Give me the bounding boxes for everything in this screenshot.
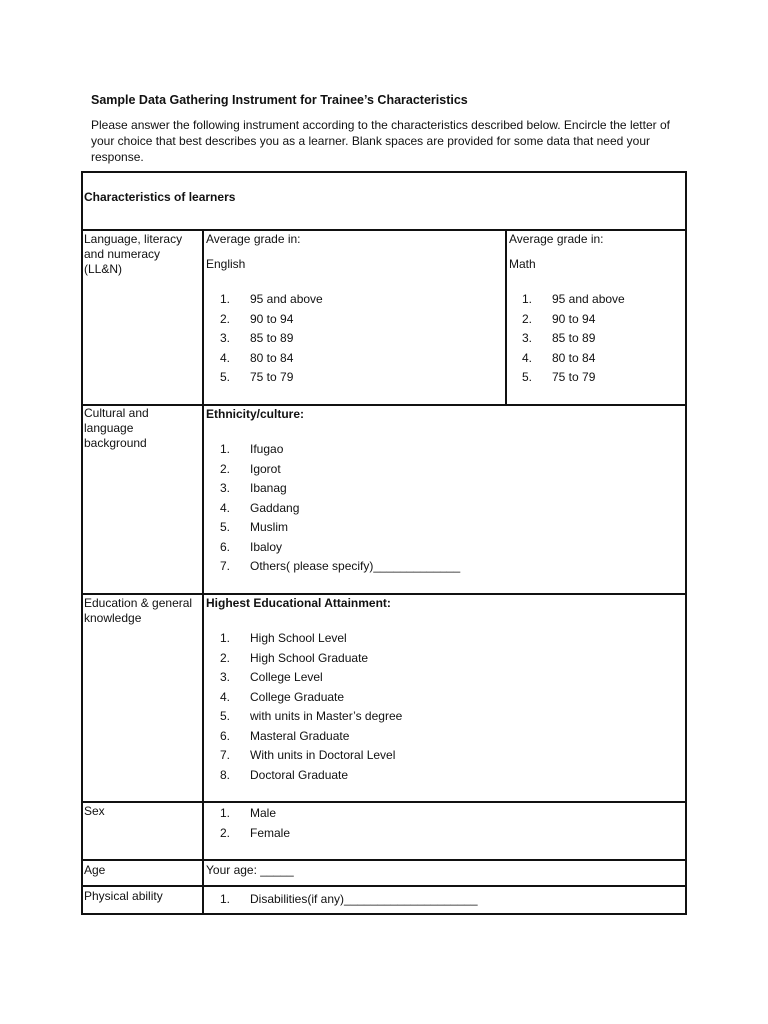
list-item[interactable]: 1. 95 and above [522,292,625,306]
row-label-culture: Cultural and language background [84,406,149,450]
row-label-education: Education & general knowledge [84,596,193,625]
document-title: Sample Data Gathering Instrument for Trainee’s Characteristics [91,93,468,107]
list-item[interactable]: 1. Male [220,806,277,820]
table-border-bottom [81,913,687,915]
age-input-prompt[interactable]: Your age: _____ [206,863,294,877]
list-item[interactable]: 2. High School Graduate [220,650,369,665]
row-divider [81,229,687,231]
list-item[interactable]: 7. With units in Doctoral Level [220,748,396,762]
math-subject: Math [509,257,536,271]
row-label-lln: Language, literacy and numeracy (LL&N) [84,232,183,276]
list-item[interactable]: 2. 90 to 94 [522,311,596,326]
sex-options [220,804,290,843]
list-item[interactable]: 4. Gaddang [220,500,300,515]
list-item[interactable]: 2. Female [220,825,291,840]
subject-divider [505,230,507,406]
list-item[interactable]: 1. High School Level [220,631,347,645]
list-item[interactable]: 8. Doctoral Graduate [220,767,349,782]
list-item[interactable]: 2. Igorot [220,461,281,476]
ethnicity-options [220,440,460,577]
list-item[interactable]: 3. 85 to 89 [522,331,596,345]
list-item[interactable]: 2. 90 to 94 [220,311,294,326]
list-item[interactable]: 7. Others( please specify)_____________ [220,559,461,573]
list-item[interactable]: 3. Ibanag [220,481,287,495]
physical-options [220,890,478,910]
table-border-left [81,171,83,915]
table-header: Characteristics of learners [84,190,236,204]
instructions-paragraph: Please answer the following instrument according to the characteristics described below. Encircle the letter of your choice that best describes you as a learner. Blank spaces are provided for some data that need your response. [91,118,670,164]
list-item[interactable]: 3. 85 to 89 [220,331,294,345]
education-options [220,629,402,785]
english-caption: Average grade in: [206,232,301,246]
list-item[interactable]: 6. Masteral Graduate [220,728,350,743]
list-item[interactable]: 5. with units in Master’s degree [220,709,403,723]
list-item[interactable]: 5. Muslim [220,520,288,534]
list-item[interactable]: 5. 75 to 79 [220,370,294,384]
math-grade-options [522,290,625,388]
list-item[interactable]: 4. 80 to 84 [522,350,596,365]
list-item[interactable]: 4. College Graduate [220,689,345,704]
row-label-age: Age [84,863,106,877]
row-divider [81,593,687,595]
list-item[interactable]: 1. Ifugao [220,442,284,456]
list-item[interactable]: 4. 80 to 84 [220,350,294,365]
english-grade-options [220,290,323,388]
list-item[interactable]: 5. 75 to 79 [522,370,596,384]
column-divider [202,230,204,914]
row-divider [81,859,687,861]
row-divider [81,404,687,406]
row-divider [81,885,687,887]
list-item[interactable]: 6. Ibaloy [220,539,283,554]
list-item[interactable]: 1. 95 and above [220,292,323,306]
row-divider [81,801,687,803]
list-item[interactable]: 1. Disabilities(if any)____________________ [220,892,478,906]
ethnicity-heading: Ethnicity/culture: [206,407,305,421]
list-item[interactable]: 3. College Level [220,670,323,684]
table-border-right [685,171,687,915]
row-label-physical: Physical ability [84,889,163,903]
math-caption: Average grade in: [509,232,604,246]
table-border-top [81,171,687,173]
education-heading: Highest Educational Attainment: [206,596,391,610]
row-label-sex: Sex [84,804,105,818]
english-subject: English [206,257,246,271]
